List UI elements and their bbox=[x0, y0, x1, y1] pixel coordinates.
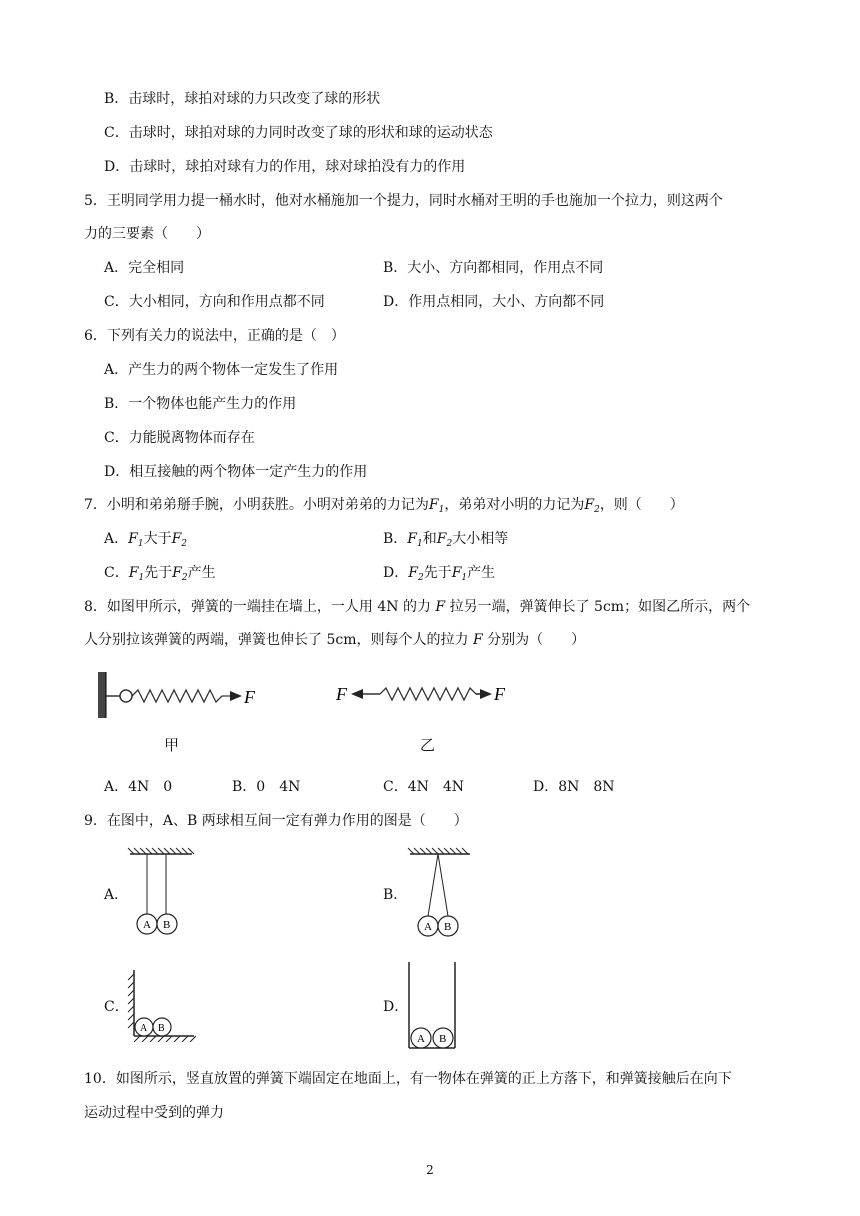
q6-option-d: D．相互接触的两个物体一定产生力的作用 bbox=[104, 464, 368, 480]
spring-figure-yi bbox=[332, 676, 522, 716]
arrow-head-left bbox=[351, 689, 363, 699]
q5-option-b: B．大小、方向都相同，作用点不同 bbox=[383, 260, 604, 276]
ball-b-label: B bbox=[158, 1023, 165, 1034]
spring-hook bbox=[120, 690, 132, 702]
q9-option-c-label: C． bbox=[104, 999, 129, 1015]
q8-option-a: A．4N 0 bbox=[104, 779, 173, 795]
q8-option-b: B．0 4N bbox=[232, 779, 301, 795]
q7-option-b: B．$F_1$和$F_2$大小相等 bbox=[383, 531, 509, 549]
spring-figure-jia bbox=[96, 668, 276, 724]
force-label: F bbox=[244, 687, 255, 707]
q9-option-d-label: D． bbox=[383, 999, 409, 1015]
q8-option-d: D．8N 8N bbox=[533, 779, 615, 795]
ball-a-label: A bbox=[140, 1023, 148, 1034]
ball-b-label: B bbox=[439, 1033, 447, 1045]
arrow-head-right bbox=[480, 689, 492, 699]
fig-label-jia: 甲 bbox=[164, 736, 180, 754]
q9-figure-c bbox=[124, 966, 196, 1042]
q5-stem-line1: 5．王明同学用力提一桶水时，他对水桶施加一个提力，同时水桶对王明的手也施加一个拉力，则这两个 bbox=[84, 193, 723, 209]
q8-stem-line2: 人分别拉该弹簧的两端，弹簧也伸长了 5cm，则每个人的拉力 F 分别为（ ） bbox=[84, 632, 586, 648]
q7-option-a: A．$F_1$大于$F_2$ bbox=[104, 531, 188, 549]
q10-stem-line2: 运动过程中受到的弹力 bbox=[84, 1105, 224, 1121]
wall bbox=[98, 672, 106, 718]
q7-option-c: C．$F_1$先于$F_2$产生 bbox=[104, 565, 216, 583]
ball-a-label: A bbox=[417, 1033, 425, 1045]
q9-option-a-label: A． bbox=[104, 887, 129, 903]
q9-stem: 9．在图中，A、B 两球相互间一定有弹力作用的图是（ ） bbox=[84, 813, 468, 829]
q6-stem: 6．下列有关力的说法中，正确的是（ ） bbox=[84, 328, 345, 344]
q7-stem: 7．小明和弟弟掰手腕，小明获胜。小明对弟弟的力记为$F_1$，弟弟对小明的力记为$F_2$，则（ ） bbox=[84, 497, 684, 515]
q8-stem-line1: 8．如图甲所示，弹簧的一端挂在墙上，一人用 4N 的力 F 拉另一端，弹簧伸长了 5cm；如图乙所示，两个 bbox=[84, 599, 751, 615]
q6-option-b: B．一个物体也能产生力的作用 bbox=[104, 396, 297, 412]
force-label-left: F bbox=[336, 684, 347, 704]
q5-option-a: A．完全相同 bbox=[104, 260, 185, 276]
force-label-right: F bbox=[494, 684, 505, 704]
q6-option-c: C．力能脱离物体而存在 bbox=[104, 430, 255, 446]
ball-a-label: A bbox=[424, 921, 432, 933]
ball-a-label: A bbox=[143, 919, 151, 931]
q5-option-c: C．大小相同，方向和作用点都不同 bbox=[104, 294, 325, 310]
spring bbox=[132, 690, 232, 702]
q10-stem-line1: 10．如图所示，竖直放置的弹簧下端固定在地面上，有一物体在弹簧的正上方落下，和弹簧接触后在向下 bbox=[84, 1071, 732, 1087]
q6-option-a: A．产生力的两个物体一定发生了作用 bbox=[104, 362, 339, 378]
q5-option-d: D．作用点相同，大小、方向都不同 bbox=[383, 294, 605, 310]
ball-b-label: B bbox=[163, 919, 171, 931]
q4-option-b: B．击球时，球拍对球的力只改变了球的形状 bbox=[104, 91, 381, 107]
fig-label-yi: 乙 bbox=[420, 736, 436, 754]
arrow-head bbox=[230, 691, 242, 701]
q9-option-b-label: B． bbox=[383, 887, 408, 903]
q8-option-c: C．4N 4N bbox=[383, 779, 465, 795]
q5-stem-line2: 力的三要素（ ） bbox=[84, 226, 210, 242]
q7-option-d: D．$F_2$先于$F_1$产生 bbox=[383, 565, 496, 583]
q9-figure-a bbox=[126, 846, 198, 938]
q4-option-d: D．击球时，球拍对球有力的作用，球对球拍没有力的作用 bbox=[104, 159, 466, 175]
page-number: 2 bbox=[426, 1163, 434, 1177]
ball-b-label: B bbox=[444, 921, 452, 933]
q4-option-c: C．击球时，球拍对球的力同时改变了球的形状和球的运动状态 bbox=[104, 125, 493, 141]
q9-figure-d bbox=[404, 958, 460, 1052]
q9-figure-b bbox=[406, 844, 474, 940]
spring bbox=[380, 688, 480, 700]
